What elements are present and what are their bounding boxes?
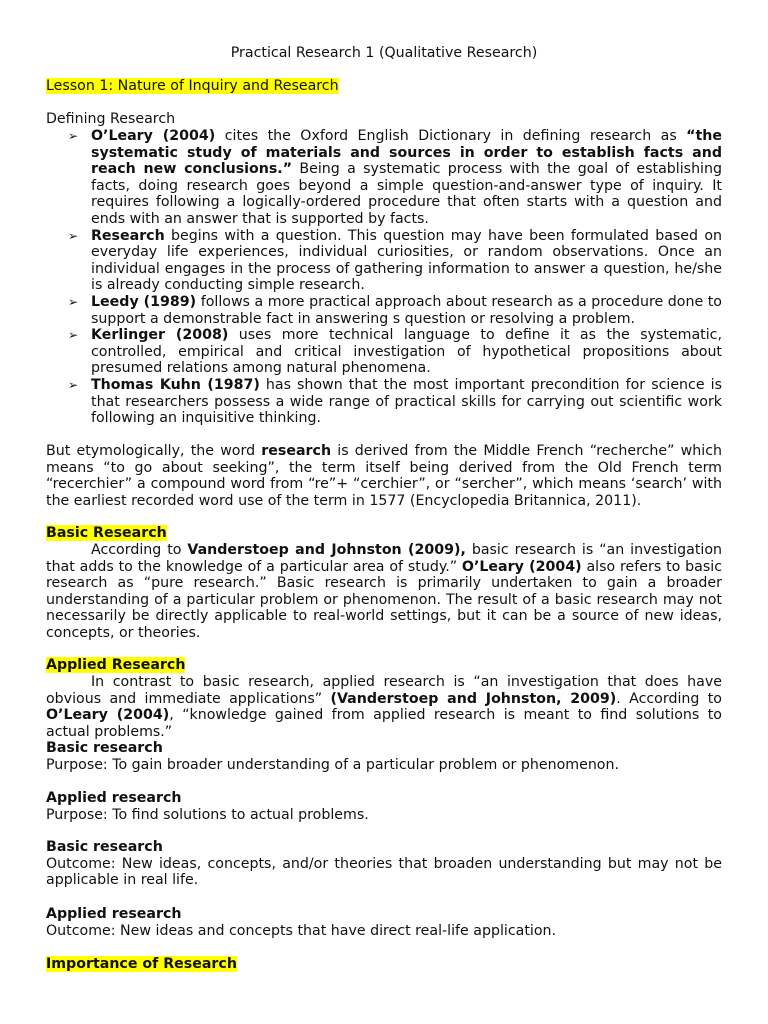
bullet-text: has shown that the most important precondition for science is that researchers possess a wide range of practical skills for carrying out scientific work following an inquisitive thinking. xyxy=(91,376,722,427)
paragraph-text: is derived from the Middle French “recherche” which means “to go about seeking”, the term itself being derived from the Old French term “recerchier” a compound word from “re”+ “cerchier”, or “sercher”, which means ‘search’ with the earliest recorded word use of the term in 1577 (Encyclopedia Britannica, 2011). xyxy=(46,443,722,509)
list-item xyxy=(46,228,722,294)
bullet-arrow-icon: ➢ xyxy=(68,129,79,143)
comparison-text: Outcome: New ideas and concepts that have direct real-life application. xyxy=(46,922,557,939)
citation-kuhn: Thomas Kuhn (1987) xyxy=(91,376,260,393)
bullet-text: begins with a question. This question may have been formulated based on everyday life experiences, individual curiosities, or random observations. Once an individual engages in the process of gathering information to answer a question, he/she is already conducting simple research. xyxy=(91,227,722,294)
applied-research-heading-line xyxy=(46,657,722,674)
bullet-arrow-icon: ➢ xyxy=(68,294,79,309)
citation-vanderstoep: Vanderstoep and Johnston (2009), xyxy=(187,542,466,558)
citation-kerlinger: Kerlinger (2008) xyxy=(91,327,229,344)
list-item xyxy=(46,327,722,377)
citation-oleary: O’Leary (2004) xyxy=(46,707,170,724)
lesson-heading: Lesson 1: Nature of Inquiry and Research xyxy=(46,78,339,94)
paragraph-text: basic research is “an investigation that adds to the knowledge of a particular area of study.” xyxy=(46,542,722,575)
importance-heading-line xyxy=(46,956,722,973)
paragraph-text: But etymologically, the word xyxy=(46,443,262,459)
citation-oleary: O’Leary (2004) xyxy=(91,128,216,144)
definition-quote: “the systematic study of materials and sources in order to establish facts and reach new conclusions.” xyxy=(91,128,722,178)
list-item xyxy=(46,128,722,228)
paragraph-text: . According to xyxy=(616,690,722,707)
citation-vanderstoep: (Vanderstoep and Johnston, 2009) xyxy=(330,690,617,707)
paragraph-text: According to xyxy=(91,542,188,558)
comparison-basic-purpose xyxy=(46,740,722,773)
comparison-text: Purpose: To find solutions to actual problems. xyxy=(46,806,369,823)
bullet-text: Being a systematic process with the goal of establishing facts, doing research goes beyond a simple question-and-answer type of inquiry. It requires following a logically-ordered procedure that often starts with a question and ends with an answer that is supported by facts. xyxy=(91,161,722,227)
comparison-label: Applied research xyxy=(46,790,182,806)
comparison-text: Purpose: To gain broader understanding of a particular problem or phenomenon. xyxy=(46,756,619,773)
list-item xyxy=(46,294,722,327)
bullet-text: cites the Oxford English Dictionary in defining research as xyxy=(215,128,687,144)
bullet-text: follows a more practical approach about research as a procedure done to support a demonstrable fact in answering s question or resolving a problem. xyxy=(91,293,722,327)
list-item xyxy=(46,377,722,427)
bullet-text: uses more technical language to define it as the systematic, controlled, empirical and critical investigation of hypothetical propositions about presumed relations among natural phenomena. xyxy=(91,327,722,377)
applied-research-heading: Applied Research xyxy=(46,657,186,673)
paragraph-text: , “knowledge gained from applied research is meant to find solutions to actual problems.” xyxy=(46,707,722,740)
basic-research-heading: Basic Research xyxy=(46,525,167,541)
citation-leedy: Leedy (1989) xyxy=(91,293,197,310)
etymology-paragraph xyxy=(46,443,722,509)
defining-research-label: Defining Research xyxy=(46,111,176,127)
citation-oleary: O’Leary (2004) xyxy=(461,558,582,575)
bullet-arrow-icon: ➢ xyxy=(68,377,79,392)
bullet-arrow-icon: ➢ xyxy=(68,328,79,343)
lesson-heading-line xyxy=(46,78,722,95)
comparison-label: Basic research xyxy=(46,740,163,756)
applied-research-paragraph xyxy=(46,674,722,740)
paragraph-text: In contrast to basic research, applied research is “an investigation that does have obvious and immediate applications” xyxy=(46,674,722,707)
term-research: Research xyxy=(91,227,165,244)
comparison-basic-outcome xyxy=(46,839,722,889)
definition-list xyxy=(46,128,722,427)
bullet-arrow-icon: ➢ xyxy=(68,228,79,243)
term-research: research xyxy=(261,443,332,459)
importance-heading: Importance of Research xyxy=(46,956,237,972)
comparison-label: Basic research xyxy=(46,839,163,855)
paragraph-text: also refers to basic research as “pure research.” Basic research is primarily undertaken to gain a broader understanding of a particular problem or phenomenon. The result of a basic research may not necessarily be directly applicable to real-world settings, but it can be a source of new ideas, concepts, or theories. xyxy=(46,558,722,641)
comparison-label: Applied research xyxy=(46,906,182,922)
comparison-applied-outcome xyxy=(46,906,722,939)
basic-research-heading-line xyxy=(46,525,722,542)
comparison-text: Outcome: New ideas, concepts, and/or theories that broaden understanding but may not be applicable in real life. xyxy=(46,855,722,889)
basic-research-paragraph xyxy=(46,542,722,642)
document-title: Practical Research 1 (Qualitative Research) xyxy=(230,45,538,61)
comparison-applied-purpose xyxy=(46,790,722,823)
